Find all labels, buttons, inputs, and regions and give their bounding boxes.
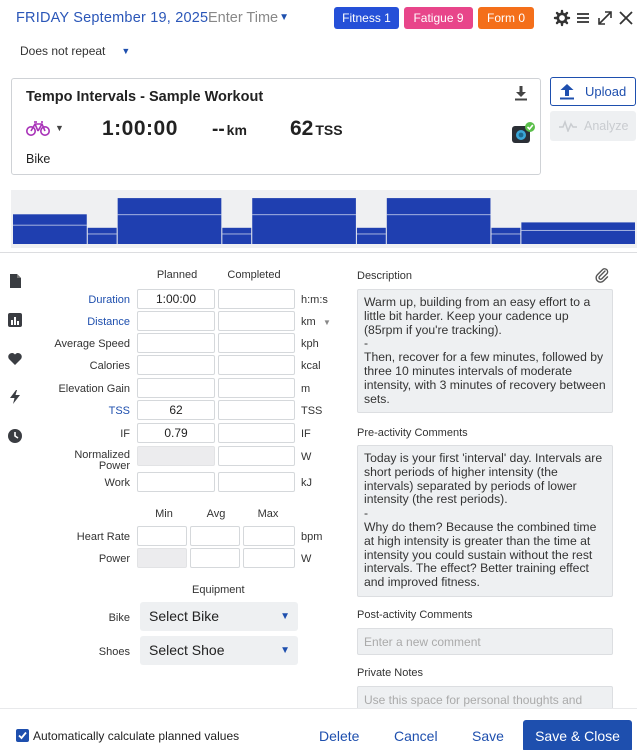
duration-completed-input[interactable] [218, 289, 295, 309]
avg-speed-completed-input[interactable] [218, 333, 295, 353]
if-planned-input[interactable]: 0.79 [137, 423, 215, 443]
time-placeholder: Enter Time [208, 10, 279, 26]
structure-step-line-8 [491, 233, 520, 234]
download-icon[interactable] [514, 85, 528, 101]
time-selector[interactable] [208, 10, 289, 26]
private-notes-input[interactable]: Use this space for personal thoughts and [357, 686, 613, 716]
elevation-label: Elevation Gain [58, 383, 130, 395]
power-avg-input[interactable] [190, 548, 240, 568]
structure-step-4[interactable] [222, 228, 251, 244]
hr-unit: bpm [301, 531, 323, 543]
gear-icon[interactable] [553, 9, 571, 27]
analyze-button[interactable] [550, 111, 636, 141]
hr-label: Heart Rate [76, 531, 130, 543]
power-label: Power [98, 553, 130, 565]
save-close-button[interactable]: Save & Close [523, 720, 632, 750]
bike-icon[interactable] [26, 120, 50, 137]
auto-calc-label[interactable]: Automatically calculate planned values [33, 729, 240, 743]
caret-down-icon[interactable]: ▼ [55, 123, 64, 133]
structure-step-6[interactable] [357, 228, 386, 244]
tss-value: 62 [290, 117, 314, 140]
avg-speed-label: Average Speed [54, 338, 130, 350]
avg-speed-planned-input[interactable] [137, 333, 215, 353]
paperclip-icon[interactable] [594, 267, 610, 283]
description-label: Description [357, 270, 413, 282]
shoe-select[interactable] [140, 636, 298, 665]
expand-icon[interactable] [596, 9, 614, 27]
planned-distance [212, 119, 247, 141]
bike-select-value: Select Bike [149, 608, 220, 624]
form-badge[interactable]: Form 0 [478, 7, 534, 29]
fatigue-badge[interactable]: Fatigue 9 [404, 7, 473, 29]
description-textarea[interactable]: Warm up, building from an easy effort to a little bit harder. Keep your cadence up (85rpm if you're tracking). - Then, recover for a few minutes, followed by three 10 minutes intervals of moderate intensity, with 3 minutes of recovery between sets. [357, 289, 613, 413]
equipment-heading: Equipment [192, 584, 245, 596]
np-label: Normalized Power [74, 449, 130, 472]
np-completed-input[interactable] [218, 446, 295, 466]
col-avg: Avg [206, 508, 226, 520]
distance-planned-input[interactable] [137, 311, 215, 331]
upload-button[interactable] [550, 77, 636, 106]
upload-icon [559, 84, 575, 100]
duration-label[interactable]: Duration [88, 294, 130, 306]
structure-step-line-9 [521, 230, 635, 231]
calories-unit: kcal [301, 360, 321, 372]
structure-step-line-1 [13, 225, 87, 226]
work-planned-input[interactable] [137, 472, 215, 492]
distance-unit-select[interactable]: km [301, 316, 316, 328]
planned-duration: 1:00:00 [102, 117, 178, 140]
bike-select[interactable] [140, 602, 298, 631]
structure-step-3[interactable] [118, 198, 222, 244]
tss-planned-input[interactable]: 62 [137, 400, 215, 420]
pre-activity-textarea[interactable]: Today is your first 'interval' day. Intervals are short periods of higher intensity (the intervals) separated by periods of lower intensity (the rest periods). - Why do them? Because the combined time at high intensity is greater than the time at intensity you could sustain without the rest intervals. The effect? Better training effect and improved fitness. [357, 445, 613, 597]
work-label: Work [104, 477, 130, 489]
calories-label: Calories [89, 360, 130, 372]
avg-speed-unit: kph [301, 338, 319, 350]
tss-unit-label: TSS [301, 405, 323, 417]
col-planned: Planned [156, 269, 198, 281]
structure-step-1[interactable] [13, 214, 87, 244]
elevation-completed-input[interactable] [218, 378, 295, 398]
repeat-dropdown[interactable] [20, 44, 130, 58]
post-activity-input[interactable]: Enter a new comment [357, 628, 613, 655]
pulse-icon [559, 120, 577, 132]
divider [0, 252, 637, 253]
power-min-input [137, 548, 187, 568]
elevation-unit: m [301, 383, 311, 395]
caret-down-icon: ▼ [280, 645, 290, 656]
private-notes-label: Private Notes [357, 667, 424, 679]
col-max: Max [257, 508, 279, 520]
tss-label[interactable]: TSS [108, 405, 130, 417]
caret-down-icon: ▼ [279, 12, 290, 23]
structure-step-line-7 [387, 214, 491, 215]
if-completed-input[interactable] [218, 423, 295, 443]
post-activity-label: Post-activity Comments [357, 609, 473, 621]
duration-unit: h:m:s [301, 294, 328, 306]
power-unit: W [301, 553, 312, 565]
structure-step-2[interactable] [88, 228, 117, 244]
if-unit: IF [301, 428, 311, 440]
distance-label[interactable]: Distance [87, 316, 130, 328]
upload-label: Upload [585, 84, 627, 99]
elevation-planned-input[interactable] [137, 378, 215, 398]
hr-avg-input[interactable] [190, 526, 240, 546]
work-completed-input[interactable] [218, 472, 295, 492]
auto-calc-checkbox[interactable] [16, 729, 29, 742]
calories-planned-input[interactable] [137, 355, 215, 375]
power-max-input[interactable] [243, 548, 295, 568]
structure-graph [11, 190, 637, 248]
document-icon[interactable] [7, 273, 23, 289]
hr-min-input[interactable] [137, 526, 187, 546]
save-button[interactable]: Save [472, 728, 504, 744]
tss-completed-input[interactable] [218, 400, 295, 420]
col-min: Min [155, 508, 173, 520]
fitness-badge[interactable]: Fitness 1 [334, 7, 399, 29]
workout-date[interactable]: FRIDAY September 19, 2025 [16, 10, 209, 26]
structure-step-5[interactable] [252, 198, 356, 244]
cancel-button[interactable]: Cancel [394, 728, 438, 744]
menu-icon[interactable] [574, 9, 592, 27]
caret-down-icon: ▼ [280, 611, 290, 622]
delete-button[interactable]: Delete [319, 728, 360, 744]
structure-step-7[interactable] [387, 198, 491, 244]
workout-summary-card [11, 78, 541, 175]
calories-completed-input[interactable] [218, 355, 295, 375]
distance-unit: km [226, 122, 247, 138]
shoe-select-value: Select Shoe [149, 642, 225, 658]
distance-completed-input[interactable] [218, 311, 295, 331]
pre-activity-label: Pre-activity Comments [357, 427, 468, 439]
shoes-equipment-label: Shoes [98, 646, 130, 658]
work-unit: kJ [301, 477, 312, 489]
planned-tss [290, 117, 343, 141]
analyze-label: Analyze [584, 119, 629, 133]
tss-unit: TSS [315, 122, 343, 138]
np-unit: W [301, 451, 312, 463]
caret-down-icon[interactable]: ▼ [323, 318, 331, 327]
device-sync-icon [510, 121, 536, 145]
bike-equipment-label: Bike [108, 612, 130, 624]
np-planned-input [137, 446, 215, 466]
caret-down-icon: ▼ [121, 46, 131, 56]
workout-structure-chart[interactable] [11, 190, 637, 248]
close-icon[interactable] [617, 9, 635, 27]
footer-bar [0, 708, 637, 750]
duration-planned-input[interactable]: 1:00:00 [137, 289, 215, 309]
structure-step-line-5 [252, 214, 356, 215]
structure-step-line-4 [222, 233, 251, 234]
structure-step-line-2 [88, 233, 117, 234]
distance-value: -- [212, 119, 225, 140]
structure-step-8[interactable] [491, 228, 520, 244]
sport-label: Bike [26, 152, 51, 166]
col-completed: Completed [227, 269, 281, 281]
header-bar [0, 0, 637, 38]
structure-step-line-6 [357, 233, 386, 234]
structure-step-line-3 [118, 214, 222, 215]
workout-title[interactable]: Tempo Intervals - Sample Workout [26, 89, 264, 105]
structure-step-9[interactable] [521, 222, 635, 244]
if-label: IF [120, 428, 130, 440]
repeat-value: Does not repeat [20, 44, 106, 58]
hr-max-input[interactable] [243, 526, 295, 546]
